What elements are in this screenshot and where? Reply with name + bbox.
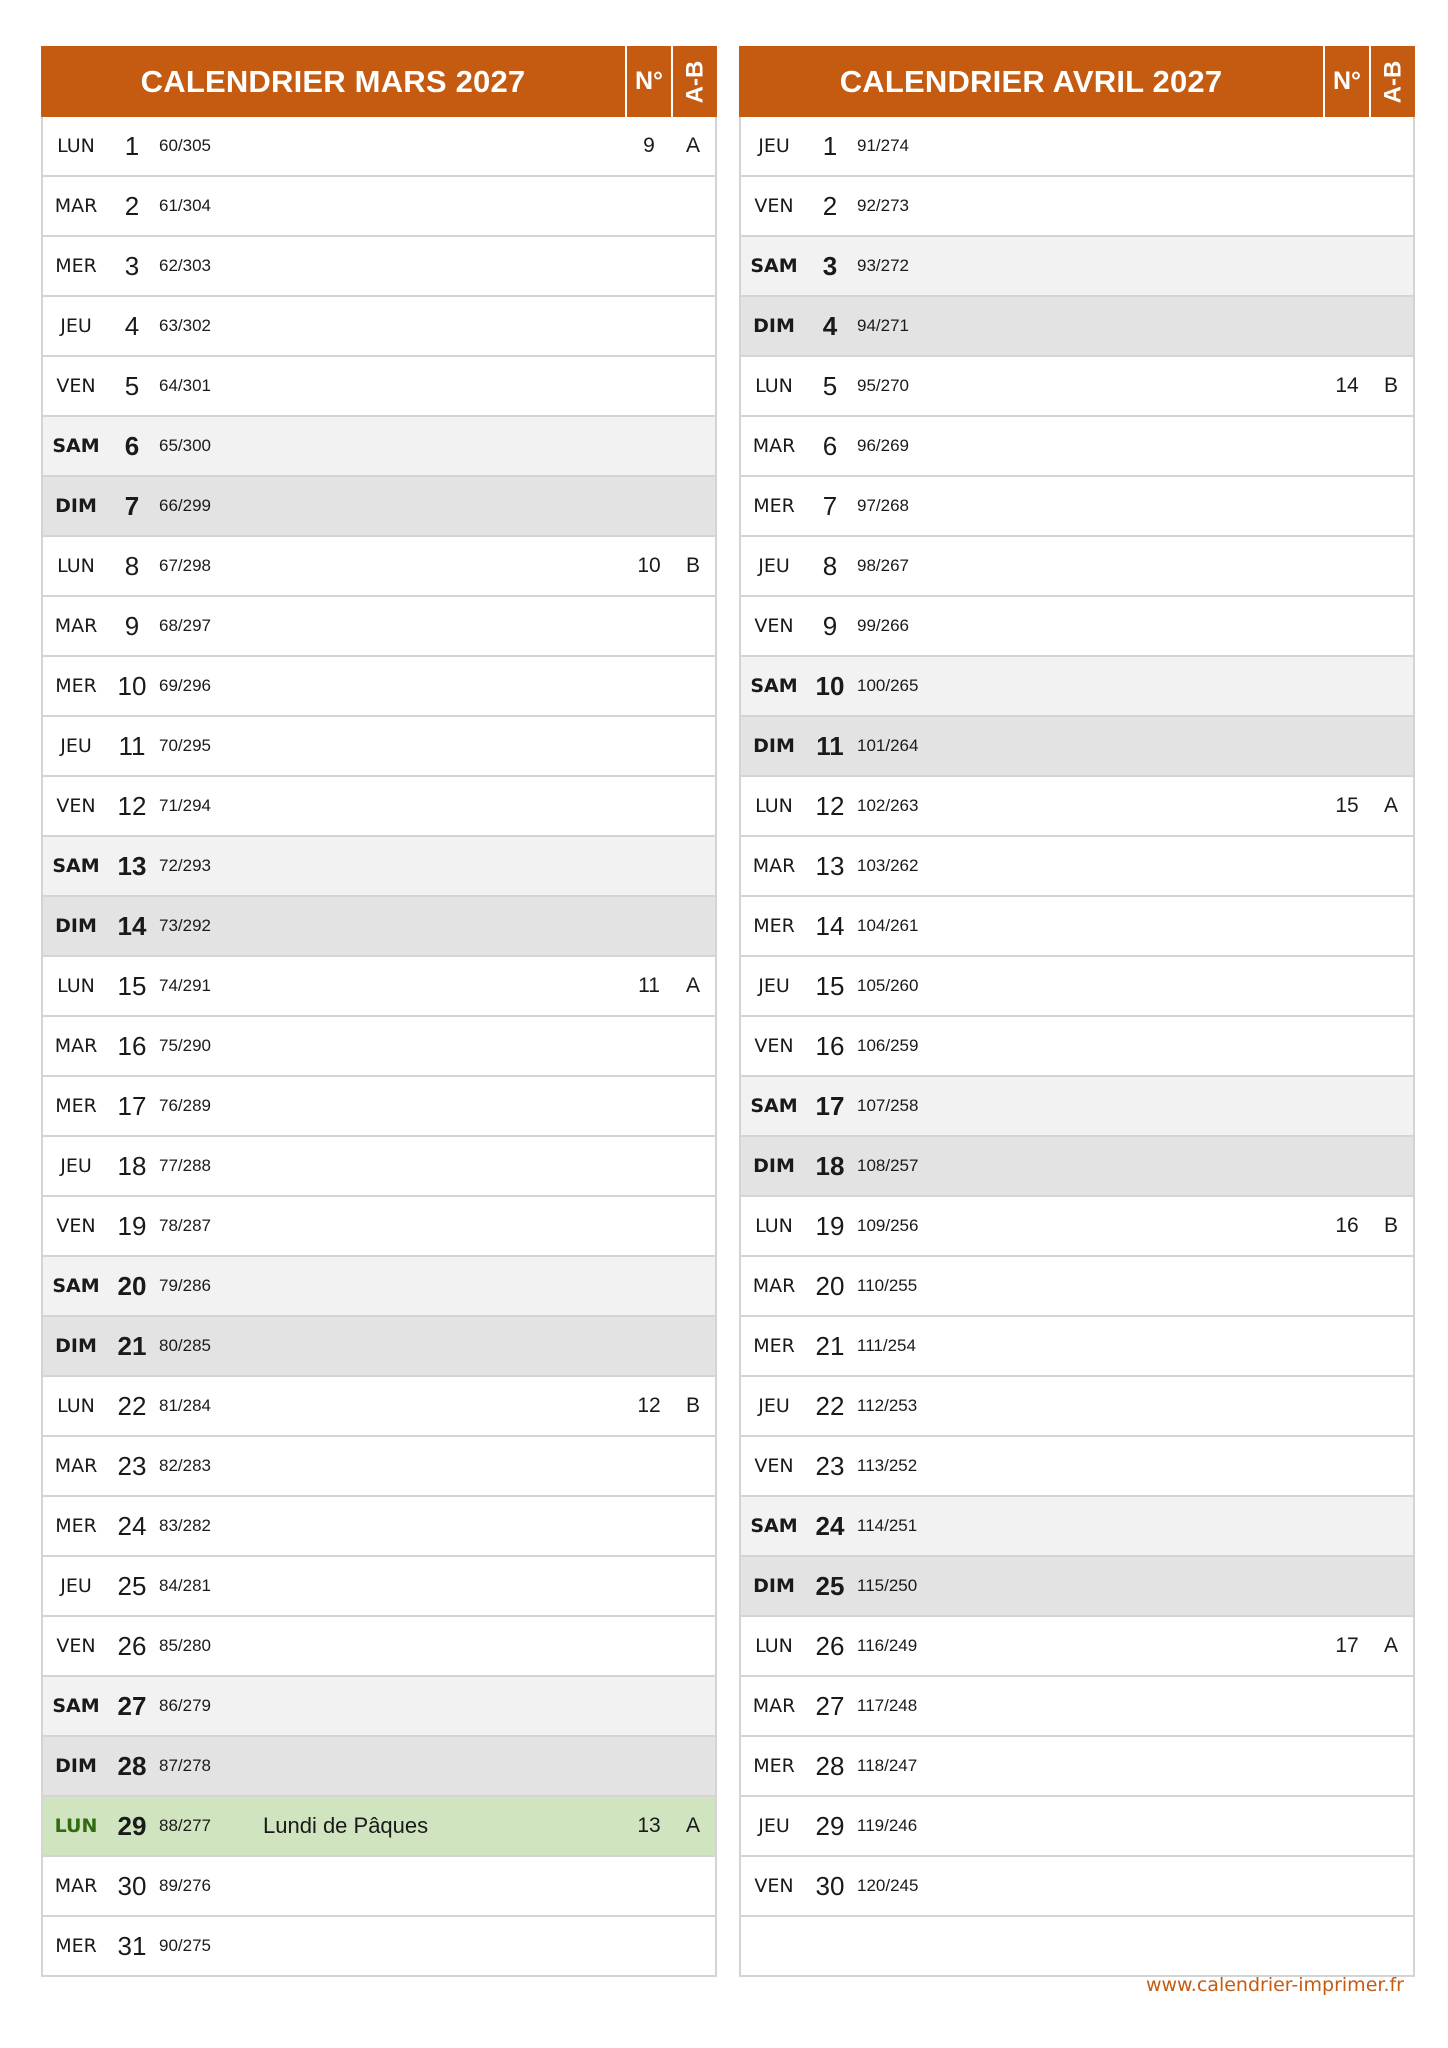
- day-row: [741, 1255, 1413, 1315]
- day-number: 18: [815, 1150, 845, 1181]
- day-row: [43, 535, 715, 595]
- day-number: 12: [117, 790, 147, 821]
- day-of-year: 86/279: [159, 1696, 211, 1715]
- day-number: 8: [822, 550, 838, 581]
- day-row: [741, 775, 1413, 835]
- day-of-year: 94/271: [857, 316, 909, 335]
- day-row: [43, 1195, 715, 1255]
- day-number: 14: [815, 910, 845, 941]
- day-number: 22: [117, 1390, 147, 1421]
- day-of-year: 119/246: [857, 1816, 918, 1835]
- day-of-year: 118/247: [857, 1756, 918, 1775]
- day-name: VEN: [56, 795, 96, 817]
- day-of-year: 113/252: [857, 1456, 918, 1475]
- day-of-year: 71/294: [159, 796, 211, 815]
- day-row: [741, 1075, 1413, 1135]
- day-of-year: 73/292: [159, 916, 211, 935]
- week-ab-header-label: A-B: [1379, 60, 1406, 103]
- day-number: 13: [815, 850, 845, 881]
- website-link[interactable]: www.calendrier-imprimer.fr: [1145, 1974, 1404, 1996]
- day-of-year: 88/277: [159, 1816, 211, 1835]
- day-number: 11: [816, 730, 844, 761]
- day-of-year: 81/284: [159, 1396, 211, 1415]
- day-row: [741, 655, 1413, 715]
- day-number: 21: [815, 1330, 845, 1361]
- week-ab-header: [671, 46, 717, 117]
- day-row: [43, 175, 715, 235]
- day-of-year: 103/262: [857, 856, 919, 875]
- day-name: VEN: [754, 615, 794, 637]
- day-of-year: 104/261: [857, 916, 919, 935]
- month-header: [739, 46, 1415, 117]
- day-number: 18: [117, 1150, 147, 1181]
- day-row: [43, 595, 715, 655]
- day-number: 11: [118, 730, 146, 761]
- day-number: 2: [822, 190, 838, 221]
- day-name: LUN: [755, 1635, 793, 1657]
- day-number: 30: [117, 1870, 147, 1901]
- week-number: 15: [1335, 794, 1359, 817]
- day-of-year: 77/288: [159, 1156, 211, 1175]
- day-name: VEN: [754, 1875, 794, 1897]
- day-name: JEU: [758, 555, 790, 577]
- day-name: MAR: [54, 1875, 98, 1897]
- day-name: DIM: [55, 915, 97, 937]
- day-number: 1: [124, 130, 140, 161]
- day-name: MER: [753, 495, 795, 517]
- day-row: [43, 1375, 715, 1435]
- day-row: [741, 175, 1413, 235]
- day-row: [43, 1495, 715, 1555]
- day-row: [741, 1435, 1413, 1495]
- day-row: [43, 655, 715, 715]
- day-row: [741, 1375, 1413, 1435]
- day-of-year: 89/276: [159, 1876, 211, 1895]
- day-row: [43, 475, 715, 535]
- day-of-year: 75/290: [159, 1036, 211, 1055]
- day-row: [741, 1495, 1413, 1555]
- week-ab: A: [1383, 794, 1398, 817]
- day-of-year: 111/254: [857, 1336, 916, 1355]
- day-name: MAR: [752, 1275, 796, 1297]
- day-of-year: 96/269: [857, 436, 909, 455]
- week-ab: A: [685, 134, 700, 157]
- day-row: [741, 1915, 1413, 1975]
- day-name: LUN: [57, 555, 95, 577]
- day-of-year: 106/259: [857, 1036, 919, 1055]
- day-row: [741, 1315, 1413, 1375]
- day-number: 3: [822, 250, 838, 281]
- week-number: 10: [637, 554, 661, 577]
- week-ab: B: [1383, 374, 1398, 397]
- day-of-year: 120/245: [857, 1876, 919, 1895]
- day-name: VEN: [754, 1455, 794, 1477]
- day-name: LUN: [57, 1395, 95, 1417]
- day-row: [43, 715, 715, 775]
- day-row: [741, 1135, 1413, 1195]
- day-name: MER: [55, 1095, 97, 1117]
- day-name: DIM: [753, 315, 795, 337]
- day-name: VEN: [56, 1635, 96, 1657]
- day-of-year: 63/302: [159, 316, 211, 335]
- day-row: [741, 835, 1413, 895]
- day-number: 6: [822, 430, 838, 461]
- day-row: [43, 1255, 715, 1315]
- day-row: [741, 1015, 1413, 1075]
- day-number: 2: [124, 190, 140, 221]
- day-of-year: 100/265: [857, 676, 919, 695]
- day-number: 14: [117, 910, 147, 941]
- day-of-year: 65/300: [159, 436, 211, 455]
- day-row: [43, 775, 715, 835]
- day-name: DIM: [753, 735, 795, 757]
- day-name: MER: [55, 1515, 97, 1537]
- day-of-year: 114/251: [857, 1516, 918, 1535]
- day-of-year: 109/256: [857, 1216, 919, 1235]
- day-number: 15: [815, 970, 845, 1001]
- day-number: 27: [117, 1690, 147, 1721]
- day-number: 29: [815, 1810, 845, 1841]
- day-name: VEN: [56, 375, 96, 397]
- day-of-year: 107/258: [857, 1096, 919, 1115]
- day-row: [741, 415, 1413, 475]
- day-number: 7: [124, 490, 140, 521]
- week-number-header: N°: [1323, 46, 1369, 117]
- day-of-year: 68/297: [159, 616, 211, 635]
- day-name: LUN: [57, 975, 95, 997]
- day-name: JEU: [758, 1395, 790, 1417]
- day-number: 26: [815, 1630, 845, 1661]
- day-name: LUN: [755, 795, 793, 817]
- day-of-year: 91/274: [857, 136, 909, 155]
- day-name: SAM: [750, 1515, 798, 1537]
- day-row: [741, 1195, 1413, 1255]
- day-number: 16: [117, 1030, 147, 1061]
- day-number: 25: [815, 1570, 845, 1601]
- day-row: [43, 1615, 715, 1675]
- day-number: 20: [815, 1270, 845, 1301]
- day-list: [739, 117, 1415, 1977]
- day-name: LUN: [54, 1815, 98, 1837]
- day-name: MER: [55, 675, 97, 697]
- day-of-year: 69/296: [159, 676, 211, 695]
- day-row: [43, 1915, 715, 1975]
- day-name: VEN: [754, 1035, 794, 1057]
- day-row: [43, 1735, 715, 1795]
- day-number: 4: [124, 310, 140, 341]
- day-name: MER: [55, 255, 97, 277]
- day-number: 26: [117, 1630, 147, 1661]
- day-row: [741, 1795, 1413, 1855]
- day-of-year: 60/305: [159, 136, 211, 155]
- day-number: 9: [822, 610, 838, 641]
- day-row: [43, 1315, 715, 1375]
- day-of-year: 115/250: [857, 1576, 918, 1595]
- day-of-year: 72/293: [159, 856, 211, 875]
- day-of-year: 87/278: [159, 1756, 211, 1775]
- day-name: JEU: [60, 1575, 92, 1597]
- day-of-year: 83/282: [159, 1516, 211, 1535]
- day-of-year: 85/280: [159, 1636, 211, 1655]
- day-name: DIM: [753, 1575, 795, 1597]
- day-number: 30: [815, 1870, 845, 1901]
- day-name: LUN: [57, 135, 95, 157]
- week-number: 11: [638, 974, 660, 997]
- day-name: VEN: [56, 1215, 96, 1237]
- day-name: JEU: [758, 1815, 790, 1837]
- week-ab: B: [1383, 1214, 1398, 1237]
- day-name: MER: [753, 1335, 795, 1357]
- day-of-year: 74/291: [159, 976, 211, 995]
- day-number: 20: [117, 1270, 147, 1301]
- day-row: [43, 355, 715, 415]
- day-number: 23: [117, 1450, 147, 1481]
- day-name: MER: [753, 1755, 795, 1777]
- day-of-year: 92/273: [857, 196, 909, 215]
- day-of-year: 64/301: [159, 376, 211, 395]
- day-name: MAR: [54, 195, 98, 217]
- day-number: 25: [117, 1570, 147, 1601]
- week-number-header: N°: [625, 46, 671, 117]
- day-number: 17: [117, 1090, 147, 1121]
- day-name: LUN: [755, 1215, 793, 1237]
- day-name: DIM: [753, 1155, 795, 1177]
- day-number: 10: [117, 670, 147, 701]
- day-of-year: 117/248: [857, 1696, 918, 1715]
- day-name: SAM: [52, 1275, 100, 1297]
- day-name: JEU: [60, 315, 92, 337]
- day-row: [43, 1135, 715, 1195]
- day-number: 28: [815, 1750, 845, 1781]
- day-row: [43, 1555, 715, 1615]
- day-of-year: 61/304: [159, 196, 211, 215]
- day-number: 8: [124, 550, 140, 581]
- day-number: 5: [822, 370, 838, 401]
- day-name: SAM: [52, 1695, 100, 1717]
- day-number: 5: [124, 370, 140, 401]
- day-list: [41, 117, 717, 1977]
- day-of-year: 82/283: [159, 1456, 211, 1475]
- day-name: JEU: [60, 1155, 92, 1177]
- day-number: 3: [124, 250, 140, 281]
- day-number: 7: [822, 490, 838, 521]
- day-of-year: 76/289: [159, 1096, 211, 1115]
- day-of-year: 93/272: [857, 256, 909, 275]
- day-row: [741, 1675, 1413, 1735]
- day-row: [741, 1615, 1413, 1675]
- day-name: JEU: [60, 735, 92, 757]
- month-title: CALENDRIER MARS 2027: [140, 63, 526, 99]
- day-row: [43, 295, 715, 355]
- day-of-year: 84/281: [159, 1576, 211, 1595]
- day-name: VEN: [754, 195, 794, 217]
- day-of-year: 98/267: [857, 556, 909, 575]
- day-row: [741, 895, 1413, 955]
- day-name: MAR: [752, 855, 796, 877]
- day-name: MAR: [752, 435, 796, 457]
- week-ab-header: [1369, 46, 1415, 117]
- day-of-year: 112/253: [857, 1396, 918, 1415]
- day-row: [741, 535, 1413, 595]
- day-of-year: 90/275: [159, 1936, 211, 1955]
- day-number: 1: [822, 130, 838, 161]
- day-row: [741, 1735, 1413, 1795]
- day-number: 31: [117, 1930, 147, 1961]
- day-row: [741, 295, 1413, 355]
- day-row: [43, 895, 715, 955]
- day-row: [741, 595, 1413, 655]
- day-number: 9: [124, 610, 140, 641]
- day-name: SAM: [52, 435, 100, 457]
- day-name: MAR: [54, 1035, 98, 1057]
- day-of-year: 67/298: [159, 556, 211, 575]
- day-number: 24: [815, 1510, 845, 1541]
- day-number: 17: [815, 1090, 845, 1121]
- day-of-year: 99/266: [857, 616, 909, 635]
- day-row: [741, 117, 1413, 175]
- day-row: [741, 235, 1413, 295]
- day-number: 24: [117, 1510, 147, 1541]
- week-number: 12: [637, 1394, 661, 1417]
- day-name: MAR: [752, 1695, 796, 1717]
- day-of-year: 116/249: [857, 1636, 918, 1655]
- day-row: [741, 475, 1413, 535]
- day-number: 15: [117, 970, 147, 1001]
- day-name: MAR: [54, 615, 98, 637]
- day-row: [741, 355, 1413, 415]
- day-name: DIM: [55, 1755, 97, 1777]
- day-row: [43, 1855, 715, 1915]
- day-row: [741, 955, 1413, 1015]
- day-number: 10: [815, 670, 845, 701]
- day-row: [43, 955, 715, 1015]
- day-of-year: 102/263: [857, 796, 919, 815]
- day-number: 22: [815, 1390, 845, 1421]
- day-name: SAM: [750, 675, 798, 697]
- day-row: [43, 1015, 715, 1075]
- day-name: DIM: [55, 1335, 97, 1357]
- day-number: 27: [815, 1690, 845, 1721]
- day-number: 29: [117, 1810, 147, 1841]
- day-row: [741, 1555, 1413, 1615]
- day-of-year: 105/260: [857, 976, 919, 995]
- day-of-year: 70/295: [159, 736, 211, 755]
- day-row: [43, 117, 715, 175]
- day-row: [43, 1675, 715, 1735]
- day-row: [43, 1075, 715, 1135]
- day-number: 21: [117, 1330, 147, 1361]
- week-ab: B: [685, 1394, 700, 1417]
- week-ab: A: [1383, 1634, 1398, 1657]
- day-of-year: 80/285: [159, 1336, 211, 1355]
- day-of-year: 110/255: [857, 1276, 918, 1295]
- day-name: MAR: [54, 1455, 98, 1477]
- week-number: 14: [1335, 374, 1359, 397]
- day-of-year: 97/268: [857, 496, 909, 515]
- week-number: 16: [1335, 1214, 1359, 1237]
- day-number: 16: [815, 1030, 845, 1061]
- day-name: SAM: [52, 855, 100, 877]
- day-row: [43, 235, 715, 295]
- day-row: [43, 1795, 715, 1855]
- month-header: [41, 46, 717, 117]
- day-name: JEU: [758, 975, 790, 997]
- month-title: CALENDRIER AVRIL 2027: [839, 63, 1223, 99]
- day-name: MER: [753, 915, 795, 937]
- day-row: [43, 1435, 715, 1495]
- day-of-year: 79/286: [159, 1276, 211, 1295]
- week-ab: A: [685, 1814, 700, 1837]
- week-number: 17: [1335, 1634, 1359, 1657]
- day-number: 28: [117, 1750, 147, 1781]
- day-of-year: 66/299: [159, 496, 211, 515]
- day-name: SAM: [750, 1095, 798, 1117]
- week-ab: A: [685, 974, 700, 997]
- day-name: JEU: [758, 135, 790, 157]
- day-name: MER: [55, 1935, 97, 1957]
- day-number: 23: [815, 1450, 845, 1481]
- day-number: 4: [822, 310, 838, 341]
- day-of-year: 62/303: [159, 256, 211, 275]
- week-number: 9: [643, 134, 655, 157]
- week-number: 13: [637, 1814, 661, 1837]
- day-number: 13: [117, 850, 147, 881]
- day-name: DIM: [55, 495, 97, 517]
- week-ab-header-label: A-B: [681, 60, 708, 103]
- day-of-year: 95/270: [857, 376, 909, 395]
- month-march: [41, 46, 717, 1977]
- day-of-year: 78/287: [159, 1216, 211, 1235]
- day-of-year: 108/257: [857, 1156, 919, 1175]
- day-row: [741, 715, 1413, 775]
- day-row: [43, 415, 715, 475]
- day-number: 19: [815, 1210, 845, 1241]
- day-row: [741, 1855, 1413, 1915]
- month-april: [739, 46, 1415, 1977]
- day-number: 6: [124, 430, 140, 461]
- holiday-label: Lundi de Pâques: [263, 1813, 429, 1838]
- day-of-year: 101/264: [857, 736, 919, 755]
- day-name: SAM: [750, 255, 798, 277]
- day-name: LUN: [755, 375, 793, 397]
- day-number: 19: [117, 1210, 147, 1241]
- day-row: [43, 835, 715, 895]
- day-number: 12: [815, 790, 845, 821]
- week-ab: B: [685, 554, 700, 577]
